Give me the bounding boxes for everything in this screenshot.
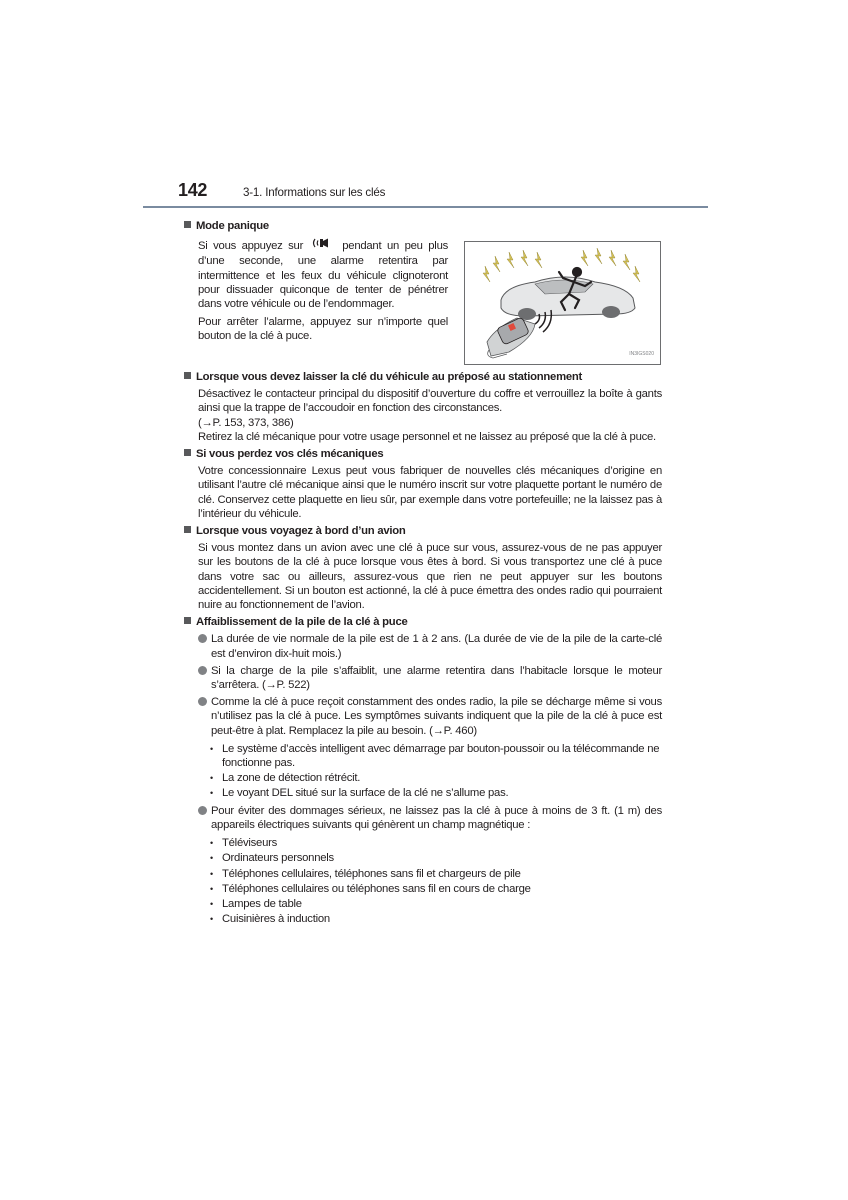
list-item [198,632,662,660]
square-bullet-icon [184,526,191,533]
section-heading [184,447,662,461]
small-bullet-icon: • [210,838,213,849]
square-bullet-icon [184,221,191,228]
chapter-title: 3-1. Informations sur les clés [243,186,386,199]
round-bullet-icon [198,697,207,706]
sub-list-item [210,836,662,850]
list-item [198,804,662,832]
section-title: Lorsque vous devez laisser la clé du véhicule au préposé au stationnement [196,371,583,383]
round-bullet-icon [198,666,207,675]
sub-list-item [210,851,662,865]
sub-list-item [210,882,662,896]
bullet-text: Comme la clé à puce reçoit constamment des ondes radio, la pile se décharge même si vous n’utilisez pas la clé à puce. Les symptômes suivants indiquent que la pile de la clé à puce est peut-être à plat. Remplacez la pile au besoin. (→P. 460) [211,696,662,737]
plane-paragraph: Si vous montez dans un avion avec une clé à puce sur vous, assurez-vous de ne pas appuyer sur les boutons de la clé à puce lorsque vous êtes à bord. Si vous transportez une clé à puce dans votre sac ou ailleurs, assurez-vous que rien ne peut appuyer sur les boutons accidentellement. Si un bouton est actionné, la clé à puce émettra des ondes radio qui pourraient nuire au fonctionnement de l’avion. [198,542,662,612]
sub-item-text: Le système d’accès intelligent avec démarrage par bouton-poussoir ou la télécommande ne fonctionne pas. [222,742,660,770]
round-bullet-icon [198,806,207,815]
sub-list-item [210,742,662,770]
panic-section [184,219,662,359]
sub-item-text: Téléphones cellulaires ou téléphones sans fil en cours de charge [222,882,531,895]
sub-item-text: La zone de détection rétrécit. [222,772,361,785]
bullet-text: Si la charge de la pile s’affaiblit, une alarme retentira dans l’habitacle lorsque le moteur s’arrêtera. (→P. 522) [211,664,662,692]
sub-item-text: Téléphones cellulaires, téléphones sans fil et chargeurs de pile [222,867,521,880]
square-bullet-icon [184,372,191,379]
square-bullet-icon [184,617,191,624]
bullet-text: Pour éviter des dommages sérieux, ne laissez pas la clé à puce à moins de 3 ft. (1 m) des appareils électriques suivants qui génèrent un champ magnétique : [211,804,662,831]
small-bullet-icon: • [210,914,213,925]
small-bullet-icon: • [210,853,213,864]
text-fragment: pendant un peu plus d’une seconde, une alarme retentira par intermittence et les feux du véhicule clignoteront pour dissuader quiconque de tenter de pénétrer dans votre véhicule ou de l’endommager. [198,240,449,311]
sub-list [184,742,662,801]
illustration-code: IN3IGS020 [629,350,654,357]
small-bullet-icon: • [210,898,213,909]
list-item [198,695,662,738]
section-title: Si vous perdez vos clés mécaniques [196,448,384,461]
section-title: Affaiblissement de la pile de la clé à puce [196,616,408,629]
section-heading [184,219,662,233]
header-rule [143,206,708,208]
section-heading [184,524,662,538]
panic-paragraph-1 [198,238,448,311]
small-bullet-icon: • [210,743,213,754]
panic-paragraph-2: Pour arrêter l’alarme, appuyez sur n’importe quel bouton de la clé à puce. [198,316,448,343]
small-bullet-icon: • [210,788,213,799]
small-bullet-icon: • [210,773,213,784]
sub-item-text: Cuisinières à induction [222,913,330,926]
section-title: Mode panique [196,220,269,232]
section-title: Lorsque vous voyagez à bord d’un avion [196,525,406,538]
small-bullet-icon: • [210,868,213,879]
car-alarm-illustration [464,241,661,365]
sub-list-item [210,897,662,911]
sub-item-text: Téléviseurs [222,837,278,850]
sub-item-text: Ordinateurs personnels [222,852,334,865]
panic-text [198,233,448,343]
valet-paragraph-1: Désactivez le contacteur principal du dispositif d’ouverture du coffre et verrouillez la boîte à gants ainsi que la trappe de l’accoudoir en fonction des circonstances. [198,388,662,415]
valet-paragraph-2: Retirez la clé mécanique pour votre usage personnel et ne laissez au préposé que la clé à puce. [198,430,656,443]
sub-list [184,836,662,926]
page-content [184,216,662,926]
section-heading [184,615,662,629]
square-bullet-icon [184,449,191,456]
text-fragment: Si vous appuyez sur [198,240,304,253]
section-heading [184,370,662,384]
sub-item-text: Lampes de table [222,897,302,910]
list-item [198,664,662,692]
sub-list-item [210,867,662,881]
valet-reference: (→P. 153, 373, 386) [198,416,294,429]
sub-item-text: Le voyant DEL situé sur la surface de la clé ne s’allume pas. [222,787,509,800]
horn-button-icon [309,237,337,253]
lost-paragraph: Votre concessionnaire Lexus peut vous fabriquer de nouvelles clés mécaniques d’origine en utilisant l’autre clé mécanique ainsi que le numéro inscrit sur votre plaquette portant le numéro de clé. Conservez cette plaquette en lieu sûr, par exemple dans votre portefeuille; ne la laissez pas à l’intérieur du véhicule. [198,465,662,520]
sub-list-item [210,912,662,926]
sub-list-item [210,786,662,800]
page-number: 142 [178,180,208,200]
sub-list-item [210,771,662,785]
round-bullet-icon [198,634,207,643]
small-bullet-icon: • [210,883,213,894]
bullet-text: La durée de vie normale de la pile est de 1 à 2 ans. (La durée de vie de la pile de la carte-clé est d’environ dix-huit mois.) [211,633,662,660]
